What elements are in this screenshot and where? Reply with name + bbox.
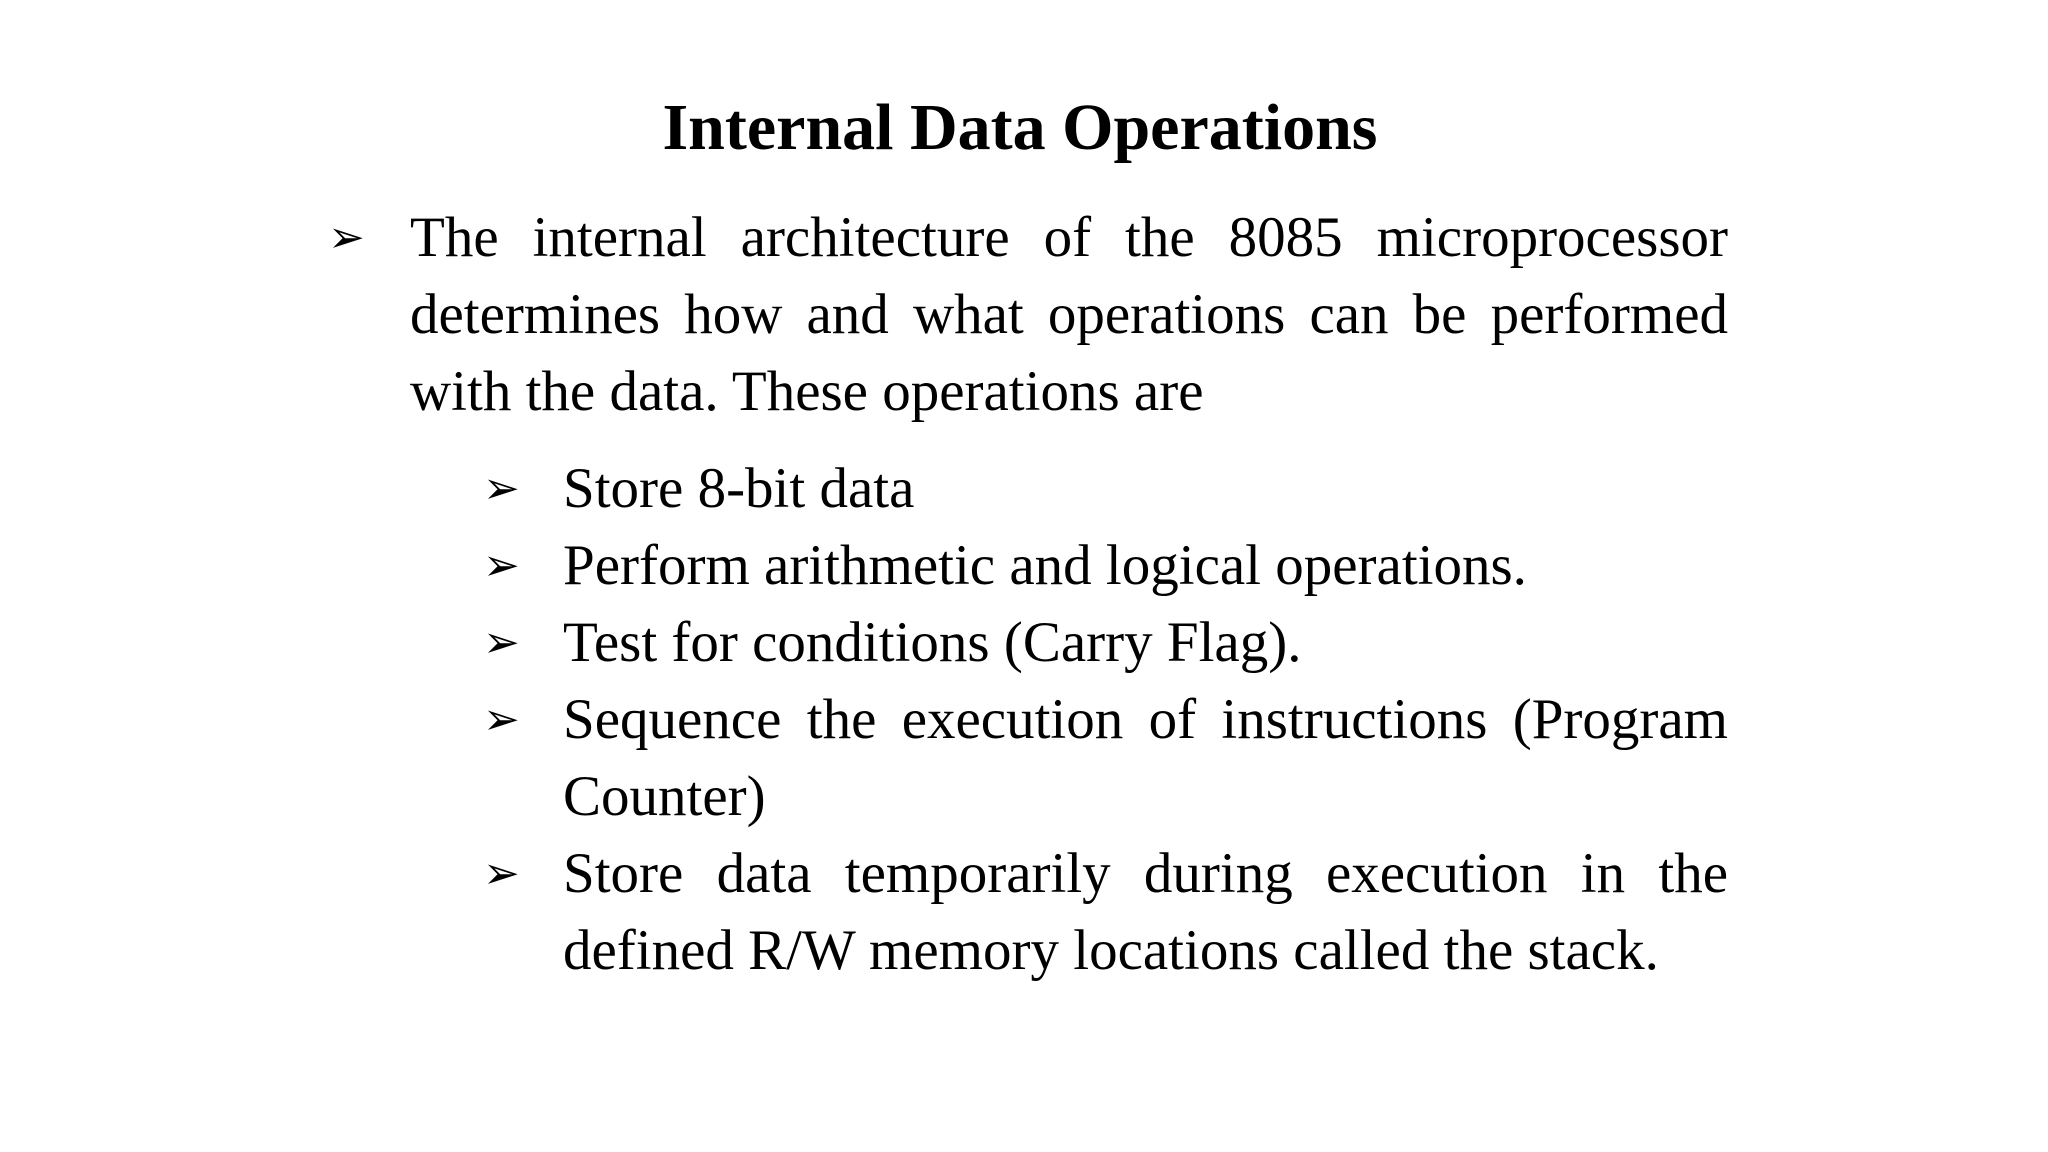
sub-bullet-item bbox=[483, 450, 1728, 527]
sub-bullet-text: Store 8-bit data bbox=[563, 457, 915, 520]
sub-bullet-item bbox=[483, 835, 1728, 989]
sub-bullet-item bbox=[483, 681, 1728, 835]
slide-title: Internal Data Operations bbox=[662, 91, 1378, 164]
arrow-bullet-icon: ➢ bbox=[483, 617, 520, 668]
sub-bullet-text: Test for conditions (Carry Flag). bbox=[563, 611, 1302, 674]
sub-bullet-text: Store data temporarily during execution in the defined R/W memory locations called the stack. bbox=[563, 842, 1728, 982]
arrow-bullet-icon: ➢ bbox=[483, 463, 520, 514]
sub-bullet-item bbox=[483, 604, 1728, 681]
arrow-bullet-icon: ➢ bbox=[483, 848, 520, 899]
sub-bullet-list bbox=[483, 450, 1728, 989]
arrow-bullet-icon: ➢ bbox=[483, 694, 520, 745]
main-bullet-text: The internal architecture of the 8085 microprocessor determines how and what operations can be performed with the data. These operations are bbox=[410, 206, 1728, 423]
sub-bullet-text: Perform arithmetic and logical operations. bbox=[563, 534, 1527, 597]
sub-bullet-item bbox=[483, 527, 1728, 604]
arrow-bullet-icon: ➢ bbox=[328, 212, 365, 263]
sub-bullet-text: Sequence the execution of instructions (Program Counter) bbox=[563, 688, 1728, 828]
arrow-bullet-icon: ➢ bbox=[483, 540, 520, 591]
